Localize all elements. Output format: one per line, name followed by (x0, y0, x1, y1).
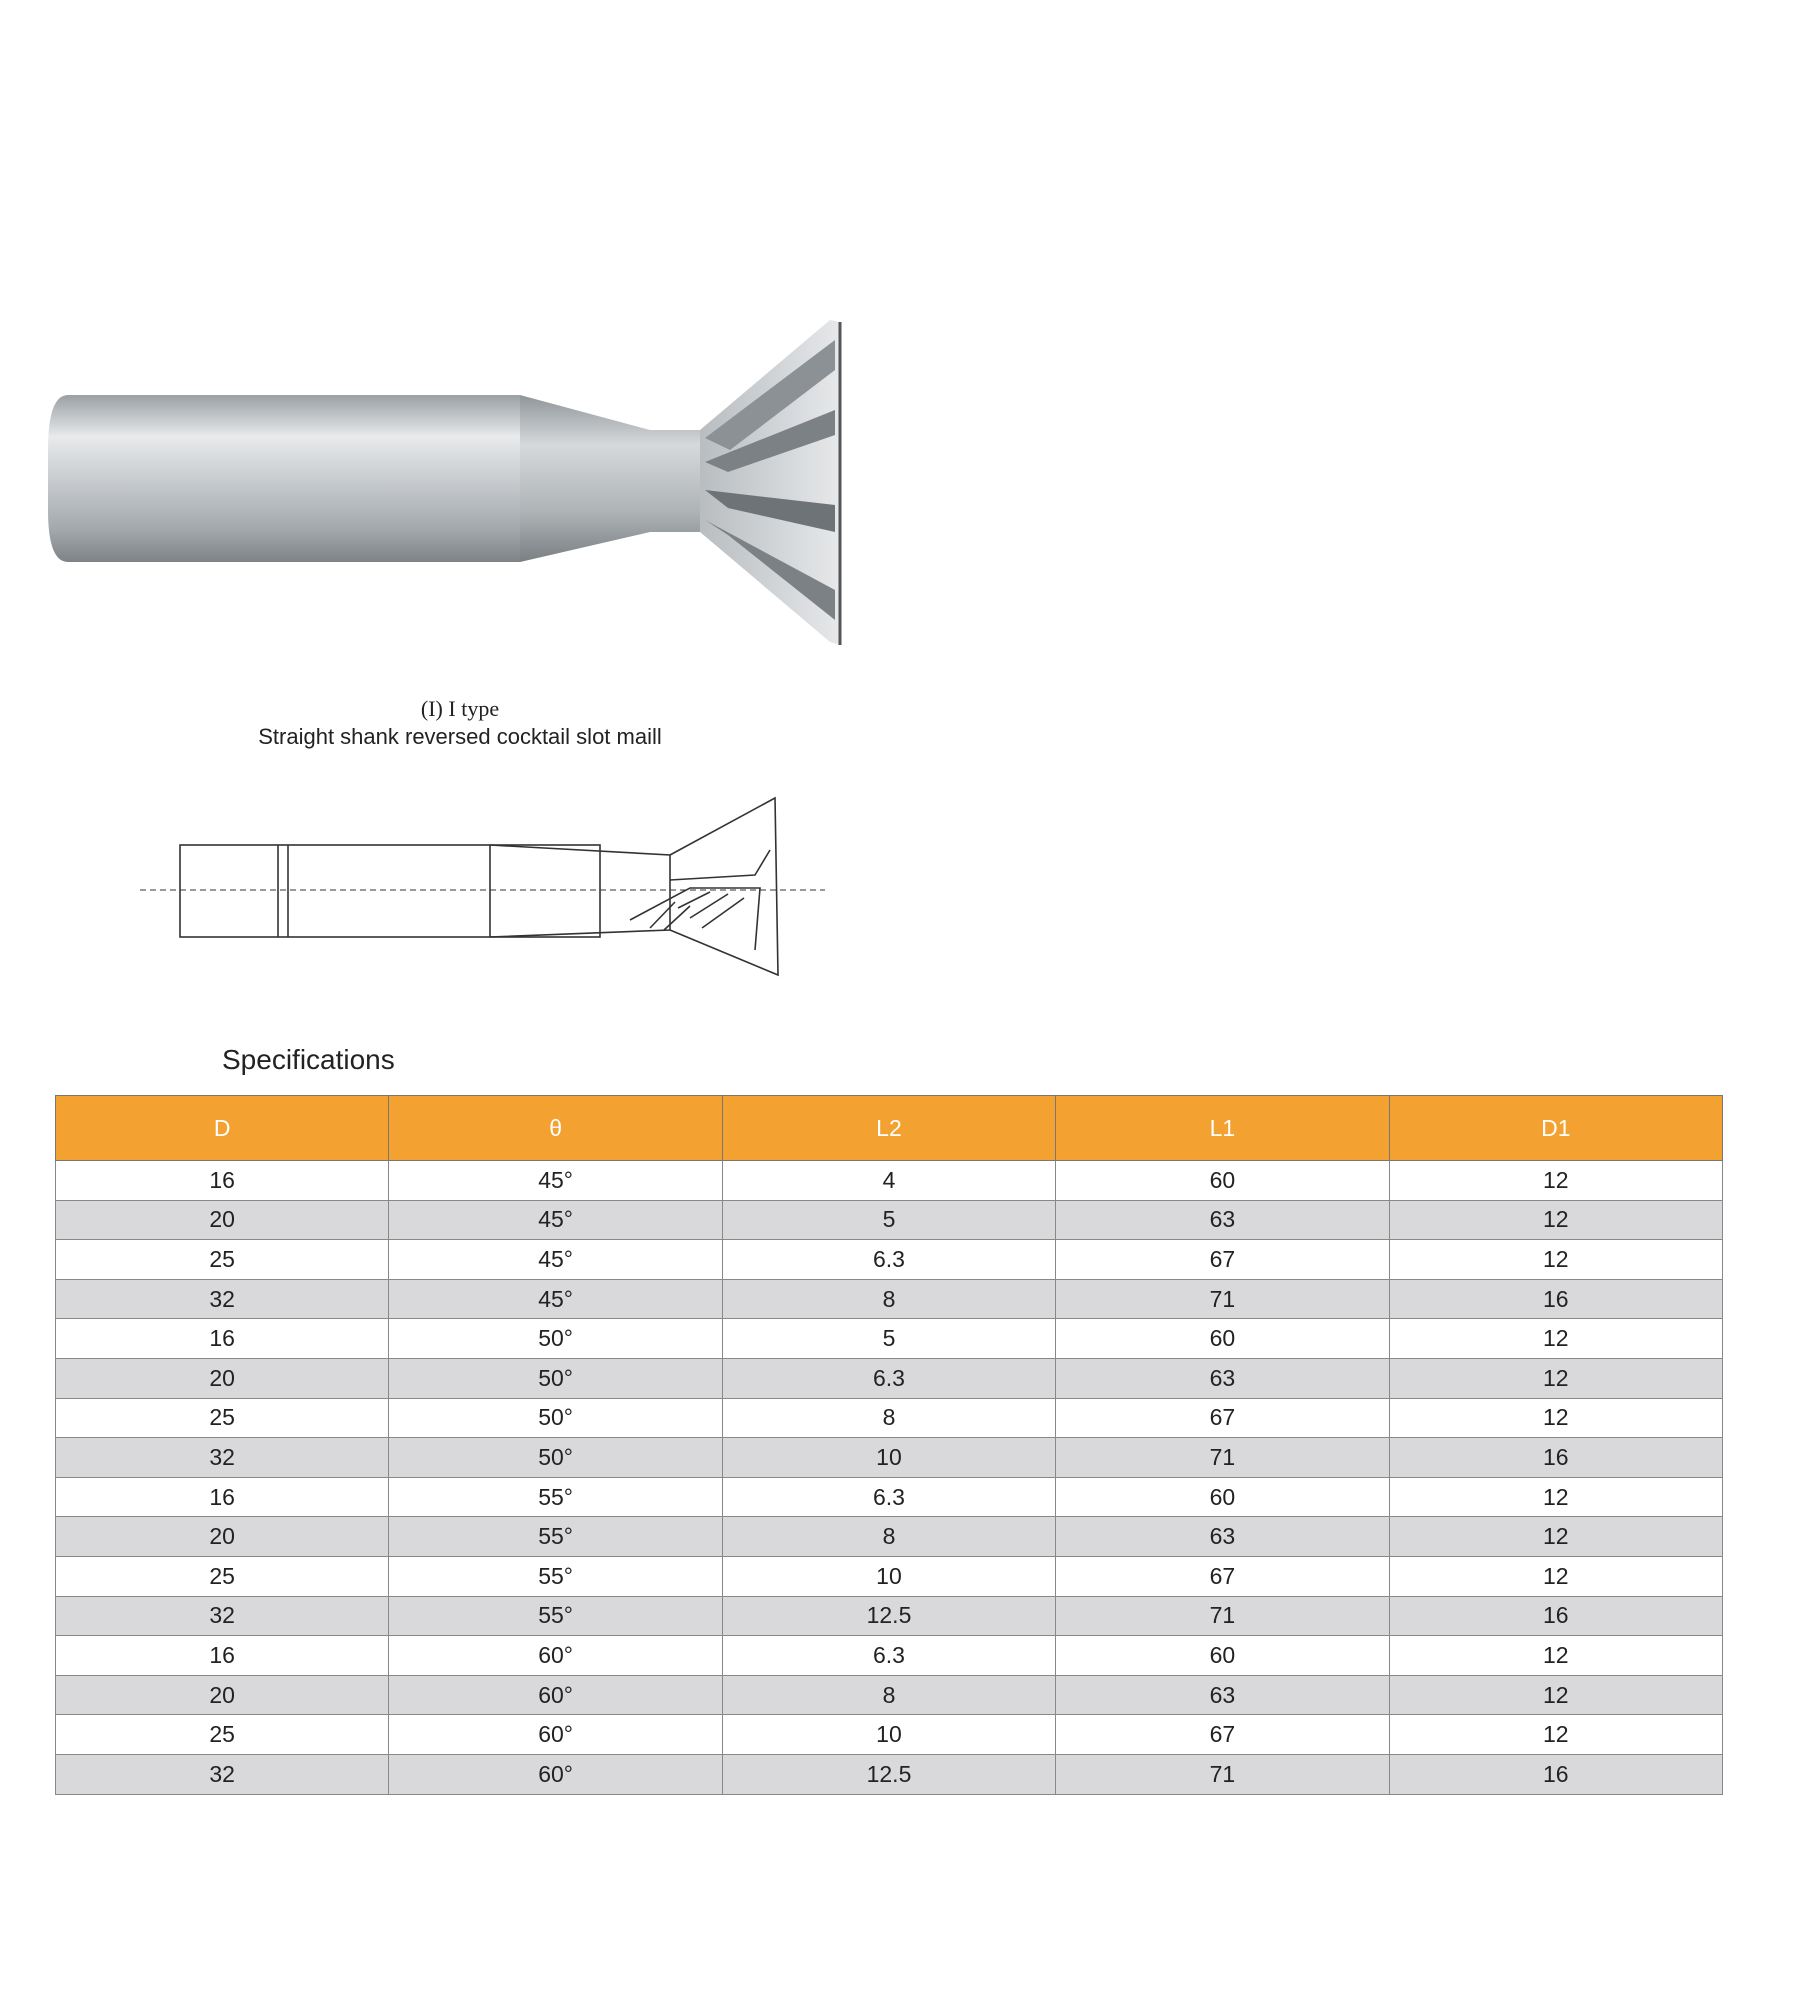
cell-l1: 63 (1056, 1517, 1389, 1557)
cell-theta: 50° (389, 1319, 722, 1359)
header-theta: θ (389, 1096, 722, 1161)
table-row (56, 1715, 1723, 1755)
table-row (56, 1636, 1723, 1676)
cell-l1: 60 (1056, 1477, 1389, 1517)
cell-theta: 45° (389, 1279, 722, 1319)
table-row (56, 1596, 1723, 1636)
cell-theta: 45° (389, 1240, 722, 1280)
cell-d: 25 (56, 1715, 389, 1755)
cell-l2: 10 (722, 1556, 1055, 1596)
product-caption (200, 695, 720, 751)
caption-type-line: (I) I type (420, 696, 500, 721)
cell-d1: 12 (1389, 1319, 1722, 1359)
cell-d: 20 (56, 1675, 389, 1715)
cell-d1: 16 (1389, 1438, 1722, 1478)
dovetail-cutter-drawing-icon (130, 780, 830, 990)
table-row (56, 1675, 1723, 1715)
table-row (56, 1517, 1723, 1557)
cell-l2: 8 (722, 1279, 1055, 1319)
cell-l1: 71 (1056, 1279, 1389, 1319)
cell-l2: 5 (722, 1319, 1055, 1359)
header-d: D (56, 1096, 389, 1161)
cell-l1: 60 (1056, 1636, 1389, 1676)
cell-d: 25 (56, 1240, 389, 1280)
header-d1: D1 (1389, 1096, 1722, 1161)
table-row (56, 1200, 1723, 1240)
cell-l2: 8 (722, 1517, 1055, 1557)
table-row (56, 1161, 1723, 1201)
cell-d: 32 (56, 1438, 389, 1478)
cell-d: 32 (56, 1596, 389, 1636)
table-row (56, 1398, 1723, 1438)
cell-l2: 6.3 (722, 1358, 1055, 1398)
cell-d1: 12 (1389, 1517, 1722, 1557)
cell-l1: 67 (1056, 1398, 1389, 1438)
cell-d: 16 (56, 1477, 389, 1517)
cell-d1: 12 (1389, 1240, 1722, 1280)
cell-d1: 12 (1389, 1556, 1722, 1596)
cell-d1: 12 (1389, 1200, 1722, 1240)
cell-l1: 67 (1056, 1240, 1389, 1280)
specifications-title: Specifications (222, 1044, 395, 1075)
cell-d1: 12 (1389, 1636, 1722, 1676)
dovetail-cutter-photo-icon (40, 300, 860, 660)
header-l1: L1 (1056, 1096, 1389, 1161)
cell-l2: 6.3 (722, 1240, 1055, 1280)
caption-description: Straight shank reversed cocktail slot maill (258, 724, 662, 749)
cell-l1: 63 (1056, 1200, 1389, 1240)
cell-d: 32 (56, 1754, 389, 1794)
cell-l2: 8 (722, 1398, 1055, 1438)
cell-theta: 55° (389, 1477, 722, 1517)
cell-l1: 71 (1056, 1596, 1389, 1636)
cell-theta: 45° (389, 1161, 722, 1201)
cell-l1: 71 (1056, 1438, 1389, 1478)
cell-theta: 50° (389, 1358, 722, 1398)
cell-l2: 6.3 (722, 1477, 1055, 1517)
cell-theta: 60° (389, 1715, 722, 1755)
table-row (56, 1477, 1723, 1517)
cell-l2: 4 (722, 1161, 1055, 1201)
cell-l2: 12.5 (722, 1596, 1055, 1636)
cell-d1: 12 (1389, 1715, 1722, 1755)
cell-theta: 55° (389, 1596, 722, 1636)
cell-d: 20 (56, 1517, 389, 1557)
cell-l2: 10 (722, 1715, 1055, 1755)
cell-d1: 12 (1389, 1398, 1722, 1438)
cell-d1: 16 (1389, 1754, 1722, 1794)
cell-d: 32 (56, 1279, 389, 1319)
cell-l1: 60 (1056, 1161, 1389, 1201)
table-header-row (56, 1096, 1723, 1161)
cell-l1: 60 (1056, 1319, 1389, 1359)
table-row (56, 1754, 1723, 1794)
cell-d: 20 (56, 1200, 389, 1240)
cell-d1: 16 (1389, 1279, 1722, 1319)
cell-l2: 10 (722, 1438, 1055, 1478)
cell-l1: 71 (1056, 1754, 1389, 1794)
cell-theta: 60° (389, 1636, 722, 1676)
cell-d: 16 (56, 1636, 389, 1676)
cell-theta: 60° (389, 1675, 722, 1715)
cell-d1: 12 (1389, 1675, 1722, 1715)
cell-theta: 50° (389, 1438, 722, 1478)
cell-d: 25 (56, 1398, 389, 1438)
cell-l2: 5 (722, 1200, 1055, 1240)
header-l2: L2 (722, 1096, 1055, 1161)
cell-l2: 8 (722, 1675, 1055, 1715)
cell-theta: 45° (389, 1200, 722, 1240)
cell-d: 25 (56, 1556, 389, 1596)
cell-d: 20 (56, 1358, 389, 1398)
table-row (56, 1240, 1723, 1280)
cell-l1: 67 (1056, 1715, 1389, 1755)
cell-d1: 12 (1389, 1477, 1722, 1517)
cell-l1: 63 (1056, 1675, 1389, 1715)
cell-d: 16 (56, 1161, 389, 1201)
specifications-table (55, 1095, 1723, 1795)
cell-d: 16 (56, 1319, 389, 1359)
cell-theta: 60° (389, 1754, 722, 1794)
table-row (56, 1279, 1723, 1319)
cell-l1: 63 (1056, 1358, 1389, 1398)
cell-d1: 12 (1389, 1161, 1722, 1201)
cell-d1: 16 (1389, 1596, 1722, 1636)
cell-theta: 55° (389, 1517, 722, 1557)
table-row (56, 1438, 1723, 1478)
cell-l1: 67 (1056, 1556, 1389, 1596)
table-row (56, 1556, 1723, 1596)
cell-theta: 55° (389, 1556, 722, 1596)
cell-l2: 6.3 (722, 1636, 1055, 1676)
table-row (56, 1358, 1723, 1398)
cell-theta: 50° (389, 1398, 722, 1438)
cell-d1: 12 (1389, 1358, 1722, 1398)
cell-l2: 12.5 (722, 1754, 1055, 1794)
table-row (56, 1319, 1723, 1359)
